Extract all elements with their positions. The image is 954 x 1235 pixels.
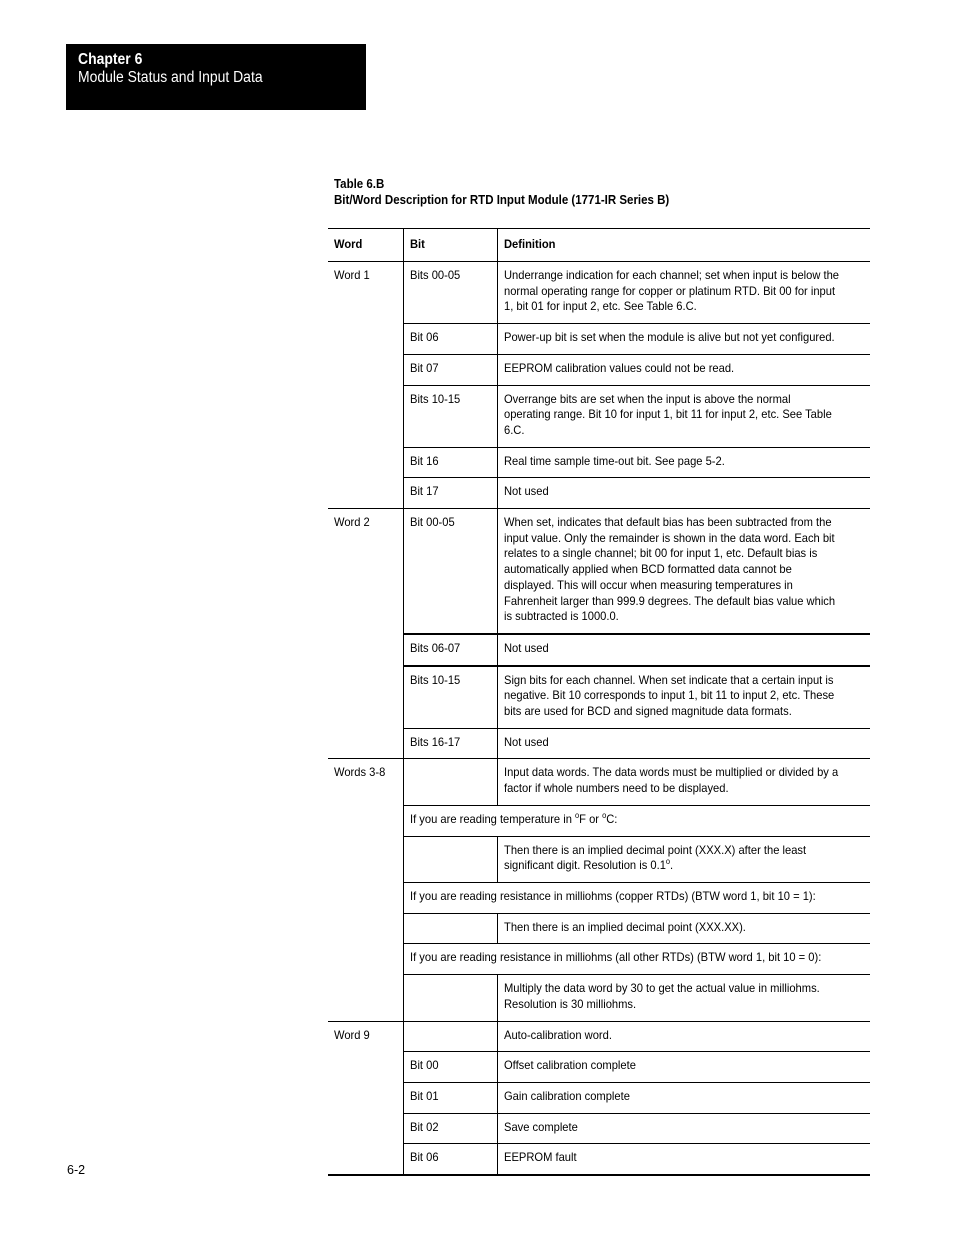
- definition-cell: Multiply the data word by 30 to get the actual value in milliohms. Resolution is 30 milliohms.: [497, 975, 870, 1021]
- bit-cell-empty: [403, 975, 497, 1021]
- table-row: [328, 1052, 870, 1083]
- table-row: [328, 1113, 870, 1144]
- definition-cell: EEPROM calibration values could not be read.: [497, 354, 870, 385]
- table-title: Bit/Word Description for RTD Input Module (1771-IR Series B): [334, 193, 670, 207]
- definition-cell: Then there is an implied decimal point (XXX.X) after the least significant digit. Resolution is 0.1$^o$.: [497, 836, 870, 882]
- chapter-header: [66, 44, 366, 110]
- table-row: [328, 1021, 870, 1052]
- definition-cell: Save complete: [497, 1113, 870, 1144]
- table-row: [328, 836, 870, 882]
- definition-cell: Not used: [497, 728, 870, 759]
- bit-cell: Bit 06: [403, 324, 497, 355]
- column-header-definition: Definition: [497, 229, 870, 262]
- table-row: [328, 1082, 870, 1113]
- bit-cell: Bit 01: [403, 1082, 497, 1113]
- column-header-word: Word: [328, 229, 403, 262]
- bit-cell: Bit 16: [403, 447, 497, 478]
- bit-cell: Bit 02: [403, 1113, 497, 1144]
- bit-cell-empty: [403, 1021, 497, 1052]
- bit-cell: Bit 00: [403, 1052, 497, 1083]
- table-caption: [334, 176, 698, 208]
- condition-cell-other: If you are reading resistance in milliohms (all other RTDs) (BTW word 1, bit 10 = 0):: [403, 944, 870, 975]
- table-number: Table 6.B: [334, 177, 385, 191]
- definition-cell: Gain calibration complete: [497, 1082, 870, 1113]
- definition-cell: Then there is an implied decimal point (XXX.XX).: [497, 913, 870, 944]
- bit-cell: Bit 00-05: [403, 509, 497, 634]
- table-header-row: [328, 229, 870, 262]
- table-row: [328, 666, 870, 729]
- word-cell-word2: Word 2: [328, 509, 403, 759]
- bit-cell: Bit 17: [403, 478, 497, 509]
- table-row: [328, 509, 870, 634]
- definition-cell: Not used: [497, 634, 870, 666]
- table-row: [328, 354, 870, 385]
- bit-cell: Bits 00-05: [403, 262, 497, 324]
- bit-cell: Bits 16-17: [403, 728, 497, 759]
- table-row: [328, 634, 870, 666]
- table-row: [328, 913, 870, 944]
- bit-cell: Bits 10-15: [403, 385, 497, 447]
- word-cell-word9: Word 9: [328, 1021, 403, 1175]
- definition-cell: Overrange bits are set when the input is above the normal operating range. Bit 10 for input 1, bit 11 for input 2, etc. See Table 6.C.: [497, 385, 870, 447]
- definition-cell: Power-up bit is set when the module is alive but not yet configured.: [497, 324, 870, 355]
- definition-cell: Underrange indication for each channel; set when input is below the normal operating range for copper or platinum RTD. Bit 00 for input 1, bit 01 for input 2, etc. See Table 6.C.: [497, 262, 870, 324]
- chapter-title: Module Status and Input Data: [78, 69, 263, 86]
- word-cell-words3-8: Words 3-8: [328, 759, 403, 1021]
- definition-cell: EEPROM fault: [497, 1144, 870, 1175]
- definition-cell: Not used: [497, 478, 870, 509]
- page-number: 6-2: [67, 1163, 86, 1177]
- condition-cell-temperature: If you are reading temperature in $^o$F or $^o$C:: [403, 805, 870, 836]
- bit-cell: Bits 10-15: [403, 666, 497, 729]
- bit-cell-empty: [403, 836, 497, 882]
- table-row: [328, 759, 870, 805]
- bit-word-table: [328, 228, 870, 1176]
- definition-cell: Auto-calibration word.: [497, 1021, 870, 1052]
- table-row: [328, 882, 870, 913]
- column-header-bit: Bit: [403, 229, 497, 262]
- table-row: [328, 944, 870, 975]
- bit-cell: Bit 07: [403, 354, 497, 385]
- table-row: [328, 975, 870, 1021]
- definition-cell: Offset calibration complete: [497, 1052, 870, 1083]
- definition-cell: Sign bits for each channel. When set indicate that a certain input is negative. Bit 10 corresponds to input 1, bit 11 to input 2, etc. These bits are used for BCD and signed magnitude data formats.: [497, 666, 870, 729]
- definition-cell: When set, indicates that default bias has been subtracted from the input value. Only the remainder is shown in the data word. Each bit relates to a single channel; bit 00 for input 1, etc. Default bias is automatically applied when BCD formatted data cannot be displayed. This will occur when measuring temperatures in Fahrenheit larger than 999.9 degrees. The default bias value which is subtracted is 1000.0.: [497, 509, 870, 634]
- table-row: [328, 1144, 870, 1175]
- definition-cell: Real time sample time-out bit. See page 5-2.: [497, 447, 870, 478]
- chapter-number: Chapter 6: [78, 51, 143, 68]
- table-row: [328, 262, 870, 324]
- table-row: [328, 385, 870, 447]
- bit-cell: Bit 06: [403, 1144, 497, 1175]
- table-row: [328, 805, 870, 836]
- definition-cell: Input data words. The data words must be multiplied or divided by a factor if whole numbers need to be displayed.: [497, 759, 870, 805]
- bit-cell: Bits 06-07: [403, 634, 497, 666]
- table-row: [328, 478, 870, 509]
- bit-cell-empty: [403, 913, 497, 944]
- table-row: [328, 728, 870, 759]
- condition-cell-copper: If you are reading resistance in milliohms (copper RTDs) (BTW word 1, bit 10 = 1):: [403, 882, 870, 913]
- table-row: [328, 447, 870, 478]
- table-row: [328, 324, 870, 355]
- word-cell-word1: Word 1: [328, 262, 403, 509]
- bit-cell-empty: [403, 759, 497, 805]
